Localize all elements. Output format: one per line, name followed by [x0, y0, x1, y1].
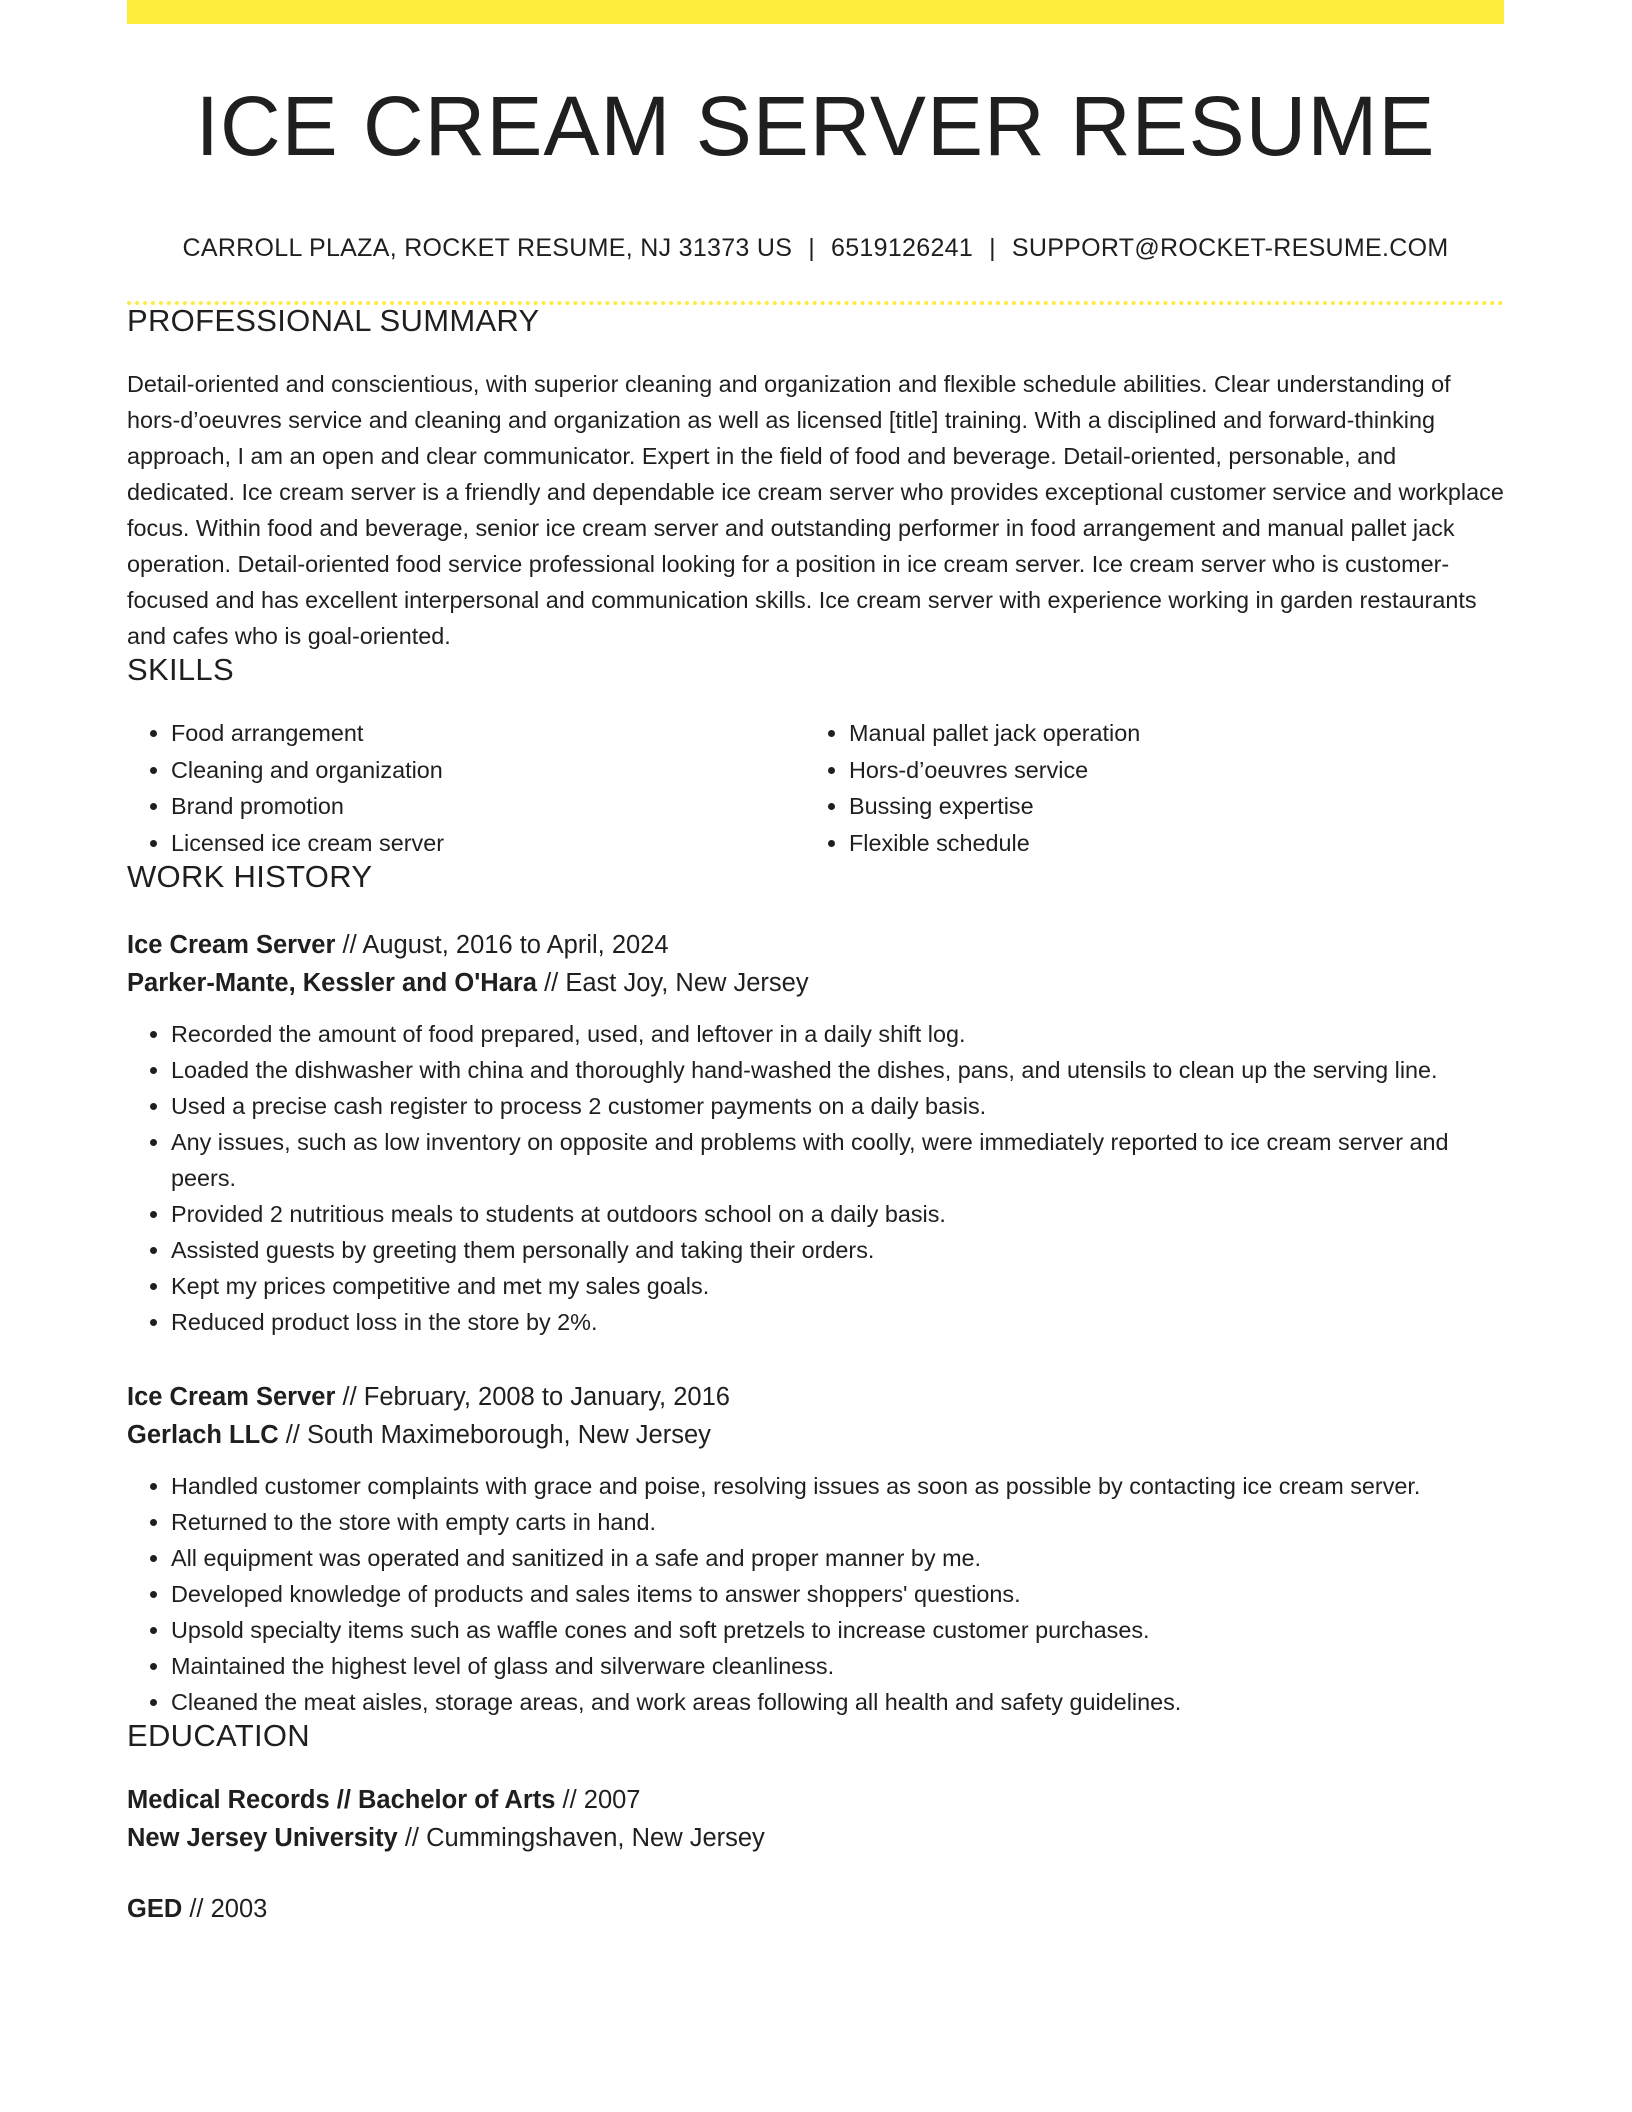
duty-item: • All equipment was operated and sanitized in a safe and proper manner by me. — [171, 1540, 1504, 1576]
job-dates: // February, 2008 to January, 2016 — [335, 1383, 730, 1411]
skill-item: • Cleaning and organization — [171, 752, 805, 789]
education-degree: GED — [127, 1895, 183, 1923]
skills-list — [127, 715, 1504, 861]
summary-text: Detail-oriented and conscientious, with superior cleaning and organization and flexible schedule abilities. Clear understanding of hors-d’oeuvres service and cleaning and organization as well as licensed [title] training. With a disciplined and forward-thinking approach, I am an open and clear communicator. Expert in the field of food and beverage. Detail-oriented, personable, and dedicated. Ice cream server is a friendly and dependable ice cream server who provides exceptional customer service and workplace focus. Within food and beverage, senior ice cream server and outstanding performer in food arrangement and manual pallet jack operation. Detail-oriented food service professional looking for a position in ice cream server. Ice cream server who is customer-focused and has excellent interpersonal and communication skills. Ice cream server with experience working in garden restaurants and cafes who is goal-oriented. — [127, 371, 1504, 649]
job-title-line — [127, 926, 1504, 964]
contact-separator: | — [808, 234, 816, 262]
job-entry — [127, 1378, 1504, 1720]
education-heading: EDUCATION — [127, 1718, 310, 1753]
skill-item: • Hors-d’oeuvres service — [849, 752, 1483, 789]
duty-item: • Developed knowledge of products and sales items to answer shoppers' questions. — [171, 1576, 1504, 1612]
duty-item: • Handled customer complaints with grace and poise, resolving issues as soon as possible by contacting ice cream server. — [171, 1468, 1504, 1504]
duty-item: • Any issues, such as low inventory on opposite and problems with coolly, were immediately reported to ice cream server and peers. — [171, 1124, 1504, 1196]
duty-item: • Kept my prices competitive and met my sales goals. — [171, 1268, 1504, 1304]
resume-page — [127, 0, 1504, 1928]
job-duties — [127, 1016, 1504, 1340]
contact-address: CARROLL PLAZA, ROCKET RESUME, NJ 31373 US — [182, 234, 793, 262]
duty-item: • Reduced product loss in the store by 2%. — [171, 1304, 1504, 1340]
duty-item: • Used a precise cash register to process 2 customer payments on a daily basis. — [171, 1088, 1504, 1124]
duty-item: • Loaded the dishwasher with china and thoroughly hand-washed the dishes, pans, and utensils to clean up the serving line. — [171, 1052, 1504, 1088]
contact-phone: 6519126241 — [831, 234, 974, 262]
education-location: // Cummingshaven, New Jersey — [397, 1824, 765, 1852]
duty-item: • Cleaned the meat aisles, storage areas, and work areas following all health and safety guidelines. — [171, 1684, 1504, 1720]
job-company-line — [127, 1416, 1504, 1454]
duty-item: • Assisted guests by greeting them personally and taking their orders. — [171, 1232, 1504, 1268]
job-entry — [127, 926, 1504, 1340]
skill-item: • Bussing expertise — [849, 788, 1483, 825]
skills-heading: SKILLS — [127, 652, 234, 687]
job-company-line — [127, 964, 1504, 1002]
summary-heading: PROFESSIONAL SUMMARY — [127, 303, 540, 338]
contact-email: SUPPORT@ROCKET-RESUME.COM — [1011, 234, 1449, 262]
skill-item: • Licensed ice cream server — [171, 825, 805, 862]
skill-item: • Flexible schedule — [849, 825, 1483, 862]
skills-column-right — [805, 715, 1483, 861]
duty-item: • Upsold specialty items such as waffle cones and soft pretzels to increase customer purchases. — [171, 1612, 1504, 1648]
job-location: // South Maximeborough, New Jersey — [278, 1421, 711, 1449]
job-title: Ice Cream Server — [127, 931, 336, 959]
accent-bar — [127, 0, 1504, 24]
resume-title: ICE CREAM SERVER RESUME — [195, 79, 1436, 173]
skills-column-left — [127, 715, 805, 861]
education-school: New Jersey University — [127, 1824, 398, 1852]
education-entry — [127, 1781, 1504, 1857]
education-degree: Medical Records // Bachelor of Arts — [127, 1786, 556, 1814]
job-dates: // August, 2016 to April, 2024 — [335, 931, 669, 959]
education-entry — [127, 1890, 1504, 1928]
duty-item: • Provided 2 nutritious meals to students at outdoors school on a daily basis. — [171, 1196, 1504, 1232]
duty-item: • Maintained the highest level of glass and silverware cleanliness. — [171, 1648, 1504, 1684]
duty-item: • Returned to the store with empty carts in hand. — [171, 1504, 1504, 1540]
job-location: // East Joy, New Jersey — [537, 969, 809, 997]
skill-item: • Manual pallet jack operation — [849, 715, 1483, 752]
job-title-line — [127, 1378, 1504, 1416]
skill-item: • Food arrangement — [171, 715, 805, 752]
job-title: Ice Cream Server — [127, 1383, 336, 1411]
education-year: // 2003 — [182, 1895, 268, 1923]
contact-line — [127, 236, 1504, 261]
contact-separator: | — [989, 234, 996, 262]
job-company: Gerlach LLC — [127, 1421, 279, 1449]
skill-item: • Brand promotion — [171, 788, 805, 825]
job-company: Parker-Mante, Kessler and O'Hara — [127, 969, 537, 997]
education-year: // 2007 — [555, 1786, 641, 1814]
duty-item: • Recorded the amount of food prepared, used, and leftover in a daily shift log. — [171, 1016, 1504, 1052]
work-history-heading: WORK HISTORY — [127, 859, 373, 894]
job-duties — [127, 1468, 1504, 1720]
education-degree-line — [127, 1781, 1504, 1819]
education-school-line — [127, 1819, 1504, 1857]
